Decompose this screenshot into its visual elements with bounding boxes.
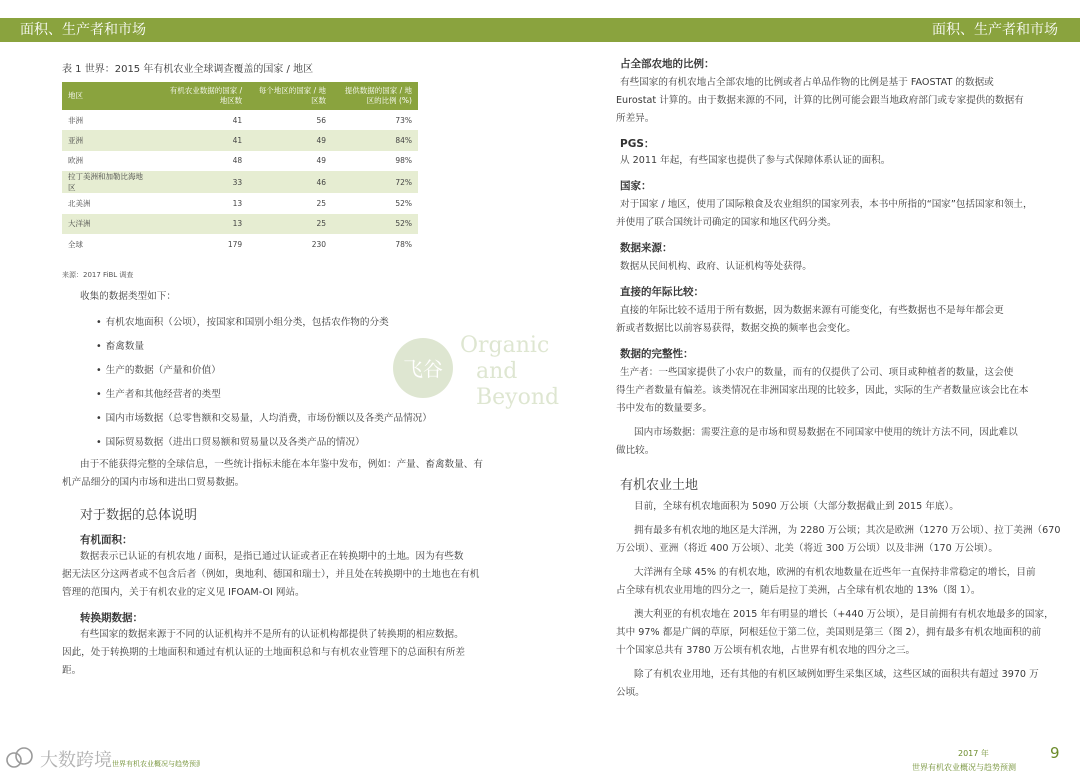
paragraph-line: 十个国家总共有 3780 万公顷有机农地，占世界有机农地的四分之三。 — [616, 645, 916, 656]
table-cell: 33 — [156, 171, 249, 193]
table-cell: 13 — [232, 198, 243, 208]
intro-text: 收集的数据类型如下： — [80, 291, 176, 302]
paragraph-line: 国内市场数据：需要注意的是市场和贸易数据在不同国家中使用的统计方法不同，因此难以 — [634, 427, 1018, 438]
wechat-logo-icon — [0, 740, 200, 776]
table-row — [62, 193, 418, 213]
table-cell: 41 — [232, 115, 243, 125]
table-caption: 表 1 世界：2015 年有机农业全球调查覆盖的国家 / 地区 — [62, 64, 314, 75]
table-row — [62, 171, 418, 193]
subsection-title: 数据的完整性： — [620, 348, 694, 360]
table-cell-region: 亚洲 — [62, 130, 156, 150]
paragraph-line: 做比较。 — [616, 445, 655, 456]
subsection-title: 占全部农地的比例： — [620, 58, 715, 70]
table-cell: 13 — [156, 214, 249, 234]
list-item: • 有机农地面积（公顷），按国家和国别小组分类，包括农作物的分类 — [96, 317, 389, 328]
table-header-region: 地区 — [62, 82, 156, 110]
paragraph-line: Eurostat 计算的。由于数据来源的不同，计算的比例可能会跟当地政府部门或专家提供的数据有 — [616, 95, 1024, 106]
paragraph-line: 有些国家的有机农地占全部农地的比例或者占单品作物的比例是基于 FAOSTAT 的数据或 — [620, 77, 994, 88]
header-title-right: 面积、生产者和市场 — [932, 22, 1058, 38]
table-header-countries-per-region: 每个地区的国家 / 地区数 — [248, 82, 332, 110]
table-cell: 25 — [248, 214, 332, 234]
list-item-text: 有机农地面积（公顷），按国家和国别小组分类，包括农作物的分类 — [105, 317, 389, 328]
table-cell: 56 — [316, 115, 327, 125]
paragraph-line: 得生产者数量有偏差。该类情况在非洲国家出现的比较多，因此，实际的生产者数量应该会比在本 — [616, 385, 1029, 396]
list-item-text: 国内市场数据（总零售额和交易量，人均消费，市场份额以及各类产品情况） — [105, 413, 432, 424]
paragraph-line: 管理的范围内，关于有机农业的定义见 IFOAM-OI 网站。 — [62, 587, 305, 598]
paragraph-line: 所差异。 — [616, 113, 655, 124]
table-row-total — [62, 234, 418, 254]
paragraph-line: 书中发布的数量要多。 — [616, 403, 712, 414]
table-cell: 52% — [332, 214, 418, 234]
paragraph-line: 由于不能获得完整的全球信息，一些统计指标未能在本年鉴中发布，例如：产量、畜禽数量、有 — [80, 459, 483, 470]
table-cell: 73% — [395, 115, 412, 125]
table-row — [62, 151, 418, 171]
table-cell-region: 大洋洲 — [62, 214, 156, 234]
list-item-text: 国际贸易数据（进出口贸易额和贸易量以及各类产品的情况） — [105, 437, 365, 448]
table-row — [62, 130, 418, 150]
section-title: 对于数据的总体说明 — [80, 508, 198, 523]
paragraph-line: 万公顷）、亚洲（将近 400 万公顷）、北美（将近 300 万公顷）以及非洲（170 万公顷）。 — [616, 543, 998, 554]
list-item-text: 生产的数据（产量和价值） — [105, 365, 221, 376]
table-cell: 78% — [395, 239, 412, 249]
paragraph-line: 澳大利亚的有机农地在 2015 年有明显的增长（+440 万公顷），是目前拥有有机农地最多的国家， — [634, 609, 1054, 620]
list-item-text: 生产者和其他经营者的类型 — [105, 389, 221, 400]
footer-logo-text: 大数跨境 — [40, 750, 112, 771]
table-cell: 41 — [156, 130, 249, 150]
watermark-seal-text: 飞谷 — [403, 357, 443, 381]
header-bar — [0, 18, 1080, 42]
table-cell: 98% — [395, 156, 412, 166]
paragraph-line: 直接的年际比较不适用于所有数据，因为数据来源有可能变化，有些数据也不是每年都会更 — [620, 305, 1004, 316]
table-cell: 49 — [248, 130, 332, 150]
table-source: 来源：2017 FiBL 调查 — [62, 271, 134, 279]
table-cell-region: 全球 — [68, 239, 83, 249]
list-item: • 生产者和其他经营者的类型 — [96, 389, 221, 400]
paragraph-line: 生产者：一些国家提供了小农户的数量，而有的仅提供了公司、项目或种植者的数量，这会使 — [620, 367, 1014, 378]
subsection-title: 转换期数据： — [80, 612, 143, 624]
watermark-line3: Beyond — [476, 385, 560, 410]
list-item: • 生产的数据（产量和价值） — [96, 365, 221, 376]
table-header-countries-with-data: 有机农业数据的国家 / 地区数 — [156, 82, 249, 110]
table-cell-region: 北美洲 — [68, 198, 91, 208]
subsection-title: 国家： — [620, 180, 652, 192]
table-cell: 179 — [227, 239, 243, 249]
subsection-title: PGS： — [620, 138, 655, 150]
paragraph-line: 新或者数据比以前容易获得，数据交换的频率也会变化。 — [616, 323, 856, 334]
paragraph-line: 并使用了联合国统计司确定的国家和地区代码分类。 — [616, 217, 837, 228]
paragraph-line: 公顷。 — [616, 687, 645, 698]
paragraph-line: 目前，全球有机农地面积为 5090 万公顷（大部分数据截止到 2015 年底）。 — [634, 501, 959, 512]
paragraph-line: 除了有机农业用地，还有其他的有机区域例如野生采集区域，这些区域的面积共有超过 3970 万 — [634, 669, 1039, 680]
table-cell: 84% — [332, 130, 418, 150]
paragraph-line: 有些国家的数据来源于不同的认证机构并不是所有的认证机构都提供了转换期的相应数据。 — [80, 629, 464, 640]
table-cell: 25 — [316, 198, 327, 208]
paragraph-line: 其中 97% 都是广阔的草原，阿根廷位于第二位，美国则是第三（图 2），拥有最多有机农地面积的前 — [616, 627, 1042, 638]
paragraph-line: 大洋洲有全球 45% 的有机农地，欧洲的有机农地数量在近些年一直保持非常稳定的增长，目前 — [634, 567, 1036, 578]
table-header-row — [62, 82, 418, 110]
subsection-title: 有机面积： — [80, 534, 133, 546]
paragraph-line: 数据从民间机构、政府、认证机构等处获得。 — [620, 261, 812, 272]
left-page — [0, 42, 540, 780]
table-header-share: 提供数据的国家 / 地区的比例 (%) — [332, 82, 418, 110]
table-cell-region: 拉丁美洲和加勒比海地区 — [62, 171, 156, 193]
paragraph-line: 据无法区分这两者或不包含后者（例如，奥地利、德国和瑞士），并且处在转换期中的土地也在有机 — [62, 569, 480, 580]
table-cell: 230 — [311, 239, 327, 249]
list-item: • 国内市场数据（总零售额和交易量，人均消费，市场份额以及各类产品情况） — [96, 413, 432, 424]
table-row — [62, 110, 418, 130]
watermark-line2: and — [476, 359, 518, 384]
table-cell: 52% — [395, 198, 412, 208]
right-page — [540, 42, 1080, 780]
coverage-table — [62, 82, 418, 254]
footer-left — [0, 740, 200, 776]
page-number: 9 — [1050, 744, 1060, 762]
watermark-line1: Organic — [460, 333, 550, 358]
section-title: 有机农业土地 — [620, 478, 699, 493]
list-item: • 畜禽数量 — [96, 341, 145, 352]
paragraph-line: 机产品细分的国内市场和进出口贸易数据。 — [62, 477, 245, 488]
subsection-title: 数据来源： — [620, 242, 673, 254]
table-cell: 46 — [248, 171, 332, 193]
footer-left-small: 世界有机农业概况与趋势预测 — [112, 760, 200, 768]
table-cell-region: 非洲 — [68, 115, 83, 125]
footer-book-title: 世界有机农业概况与趋势预测 — [912, 763, 1016, 772]
table-cell: 49 — [316, 156, 327, 166]
paragraph-line: 因此，处于转换期的土地面积和通过有机认证的土地面积总和与有机农业管理下的总面积有所差 — [62, 647, 465, 658]
list-item: • 国际贸易数据（进出口贸易额和贸易量以及各类产品的情况） — [96, 437, 365, 448]
table-cell: 72% — [332, 171, 418, 193]
table-cell-region: 欧洲 — [68, 156, 83, 166]
paragraph-line: 拥有最多有机农地的地区是大洋洲，为 2280 万公顷；其次是欧洲（1270 万公顷）、拉丁美洲（670 — [634, 525, 1061, 536]
paragraph-line: 数据表示已认证的有机农地 / 面积，是指已通过认证或者正在转换期中的土地。因为有些数 — [80, 551, 464, 562]
paragraph-line: 距。 — [62, 665, 82, 676]
table-row — [62, 214, 418, 234]
paragraph-line: 从 2011 年起，有些国家也提供了参与式保障体系认证的面积。 — [620, 155, 891, 166]
list-item-text: 畜禽数量 — [105, 341, 145, 352]
paragraph-line: 占全球有机农业用地的四分之一，随后是拉丁美洲，占全球有机农地的 13%（图 1）。 — [616, 585, 981, 596]
subsection-title: 直接的年际比较： — [620, 286, 704, 298]
paragraph-line: 对于国家 / 地区，使用了国际粮食及农业组织的国家列表，本书中所指的“国家”包括国家和领土， — [620, 199, 1033, 210]
header-title-left: 面积、生产者和市场 — [20, 22, 146, 38]
footer-year: 2017 年 — [958, 749, 989, 758]
table-cell: 48 — [232, 156, 243, 166]
